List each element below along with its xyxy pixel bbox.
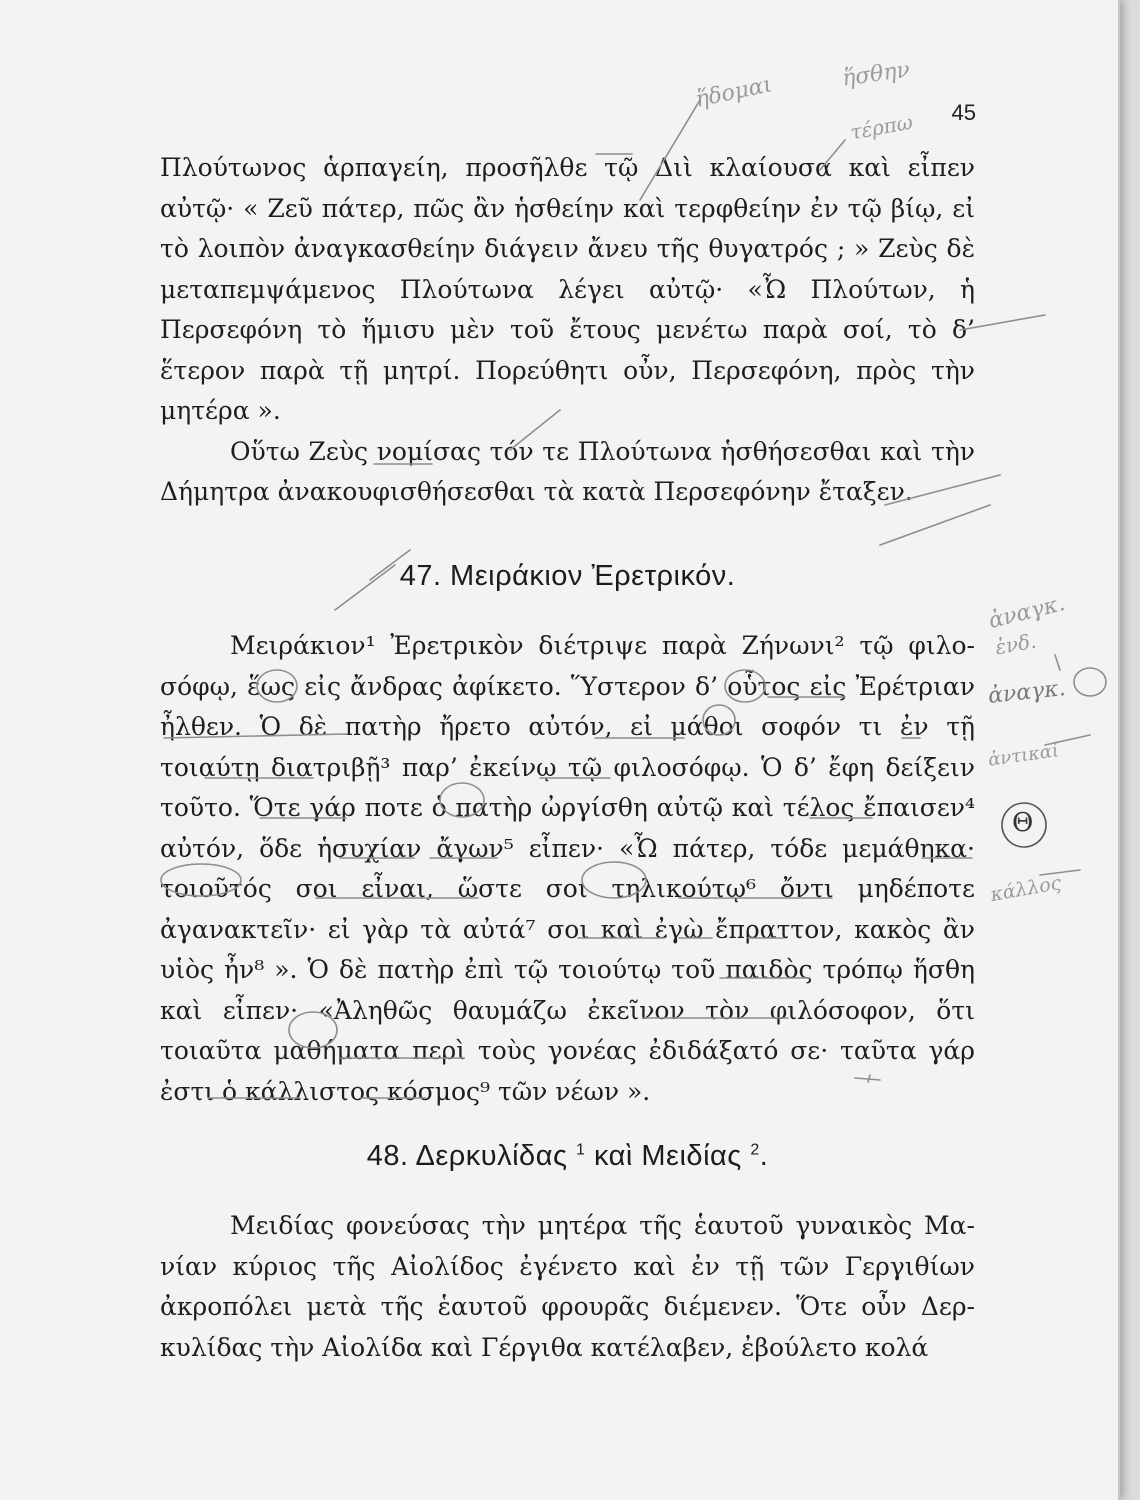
footnote-marker: 2 [750,1141,760,1159]
paragraph-persephone-end: Πλούτωνος ἁρπαγείη, προσῆλθε τῷ Διὶ κλαίουσα καὶ εἶπεν αὐτῷ· « Ζεῦ πάτερ, πῶς ἂν ἡσθείην καὶ τερφθείην ἐν τῷ βίῳ, εἰ τὸ λοιπὸν ἀναγκασθείην διάγειν ἄνευ τῆς θυγατρός ; » Ζεὺς δὲ μεταπεμψάμενος Πλούτωνα λέγει αὐτῷ· «Ὦ Πλούτων, ἡ Περσεφόνη τὸ ἥμισυ μὲν τοῦ ἔτους μενέτω παρὰ σοί, τὸ δ’ ἕτερον παρὰ τῇ μητρί. Πορεύθητι οὖν, Περσεφόνη, πρὸς τὴν μητέρα ». [160,153,975,425]
heading-48-name-2: καὶ Μειδίας [593,1140,742,1172]
margin-note: τέρπω [848,109,915,145]
paragraph-zeus-decision: Οὕτω Ζεὺς νομίσας τόν τε Πλούτωνα ἡσθήσεσθαι καὶ τὴν Δήμητρα ἀνακουφισθήσεσθαι τὰ κατὰ Περσεφόνην ἔταξεν. [160,436,975,506]
paragraph-meidias: Μειδίας φονεύσας τὴν μητέρα τῆς ἑαυτοῦ γυναικὸς Μανίαν κύριος τῆς Αἰολίδος ἐγένετο καὶ ἐν τῇ τῶν Γεργιθίων ἀκροπόλει μετὰ τῆς ἑαυτοῦ φρουρᾶς διέμενεν. Ὅτε οὖν Δερκυλίδας τὴν Αἰολίδα καὶ Γέργιθα κατέλαβεν, ἐβούλετο κολά [160,1211,975,1362]
section-heading-47: 47. Μειράκιον Ἐρετρικόν. [399,560,736,592]
text-block-48 [160,1206,975,1368]
pencil-circle [1074,668,1106,696]
footnote-marker: 1 [576,1141,586,1159]
margin-note-theta: Θ [1012,808,1034,838]
paragraph-eretrian-youth: Μειράκιον¹ Ἐρετρικὸν διέτριψε παρὰ Ζήνωνι² τῷ φιλοσόφῳ, ἕως εἰς ἄνδρας ἀφίκετο. Ὕστερον δ’ οὗτος εἰς Ἐρέτριαν ἦλθεν. Ὁ δὲ πατὴρ ἤρετο αὐτόν, εἰ μάθοι σοφόν τι ἐν τῇ τοιαύτῃ διατριβῇ³ παρ’ ἐκείνῳ τῷ φιλοσόφῳ. Ὁ δ’ ἔφη δείξειν τοῦτο. Ὅτε γάρ ποτε ὁ πατὴρ ὠργίσθη αὐτῷ καὶ τέλος ἔπαισεν⁴ αὐτόν, ὅδε ἡσυχίαν ἄγων⁵ εἶπεν· «Ὦ πάτερ, τόδε μεμάθηκα· τοιοῦτός σοι εἶναι, ὥστε σοι τηλικούτῳ⁶ ὄντι μηδέποτε ἀγανακτεῖν· εἰ γὰρ τὰ αὐτά⁷ σοι καὶ ἐγὼ ἔπραττον, κακὸς ἂν υἱὸς ἦν⁸ ». Ὁ δὲ πατὴρ ἐπὶ τῷ τοιούτῳ τοῦ παιδὸς τρόπῳ ἥσθη καὶ εἶπεν· «Ἀληθῶς θαυμάζω ἐκεῖνον τὸν φιλόσοφον, ὅτι τοιαῦτα μαθήματα περὶ τοὺς γονέας ἐδιδάξατό σε· ταῦτα γάρ ἐστι ὁ κάλλιστος κόσμος⁹ τῶν νέων ». [160,631,975,1106]
page-number: 45 [951,100,976,125]
margin-note: ἥσθην [840,57,912,92]
margin-note: ἀντικαί [986,740,1061,771]
text-block-47 [160,626,975,1112]
heading-48-name-1: 48. Δερκυλίδας [366,1140,568,1172]
margin-note: κάλλος [988,871,1063,907]
section-heading-48 [160,1140,975,1173]
margin-note: ἀναγκ. [986,590,1068,635]
heading-48-period: . [759,1140,769,1172]
text-block-top [160,148,975,513]
pencil-slash [1055,655,1060,670]
margin-note: ἀναγκ. [986,676,1067,709]
margin-note: ἥδομαι [693,72,775,113]
margin-note: ἐνδ. [993,628,1039,660]
